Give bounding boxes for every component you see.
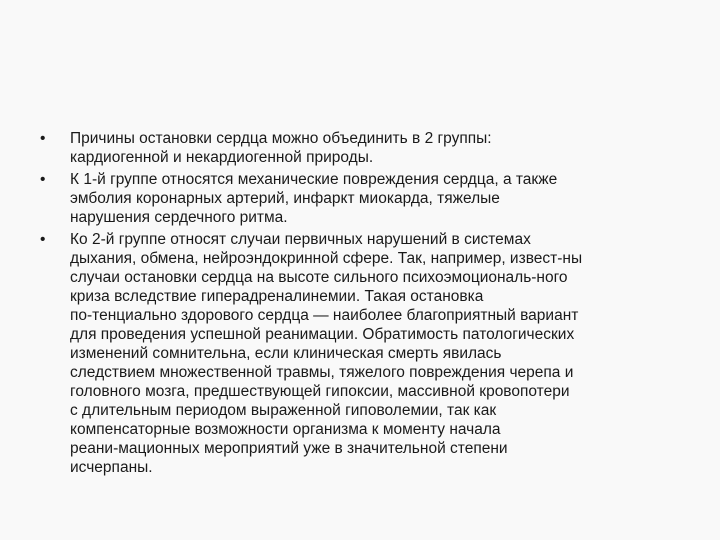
text-line: следствием множественной травмы, тяжелого повреждения черепа и (70, 364, 574, 381)
bullet-text (70, 230, 690, 477)
text-line: Ко 2-й группе относят случаи первичных нарушений в системах (70, 231, 531, 248)
text-line: с длительным периодом выраженной гиповолемии, так как (70, 402, 497, 419)
text-line: изменений сомнительна, если клиническая смерть явилась (70, 345, 502, 362)
text-line: для проведения успешной реанимации. Обратимость патологических (70, 326, 575, 343)
text-line: нарушения сердечного ритма. (70, 209, 288, 226)
text-line: головного мозга, предшествующей гипоксии, массивной кровопотери (70, 383, 570, 400)
bullet-item (40, 230, 690, 477)
bullet-text (70, 129, 690, 167)
bullet-item (40, 129, 690, 167)
text-line: дыхания, обмена, нейроэндокринной сфере. Так, например, извест-ны (70, 250, 583, 267)
text-line: Причины остановки сердца можно объединить в 2 группы: (70, 130, 492, 147)
bullet-marker: • (40, 231, 46, 248)
text-line: эмболия коронарных артерий, инфаркт миокарда, тяжелые (70, 190, 500, 207)
bullet-item (40, 170, 690, 227)
bullet-text (70, 170, 690, 227)
bullet-list (40, 129, 690, 480)
bullet-marker: • (40, 171, 46, 188)
text-line: случаи остановки сердца на высоте сильного психоэмоциональ-ного (70, 269, 568, 286)
text-line: компенсаторные возможности организма к моменту начала (70, 421, 501, 438)
text-line: по-тенциально здорового сердца — наиболее благоприятный вариант (70, 307, 579, 324)
text-line: криза вследствие гиперадреналинемии. Такая остановка (70, 288, 484, 305)
text-line: исчерпаны. (70, 459, 153, 476)
bullet-marker: • (40, 130, 46, 147)
text-line: реани-мационных мероприятий уже в значительной степени (70, 440, 508, 457)
text-line: К 1-й группе относятся механические повреждения сердца, а также (70, 171, 558, 188)
text-line: кардиогенной и некардиогенной природы. (70, 149, 374, 166)
